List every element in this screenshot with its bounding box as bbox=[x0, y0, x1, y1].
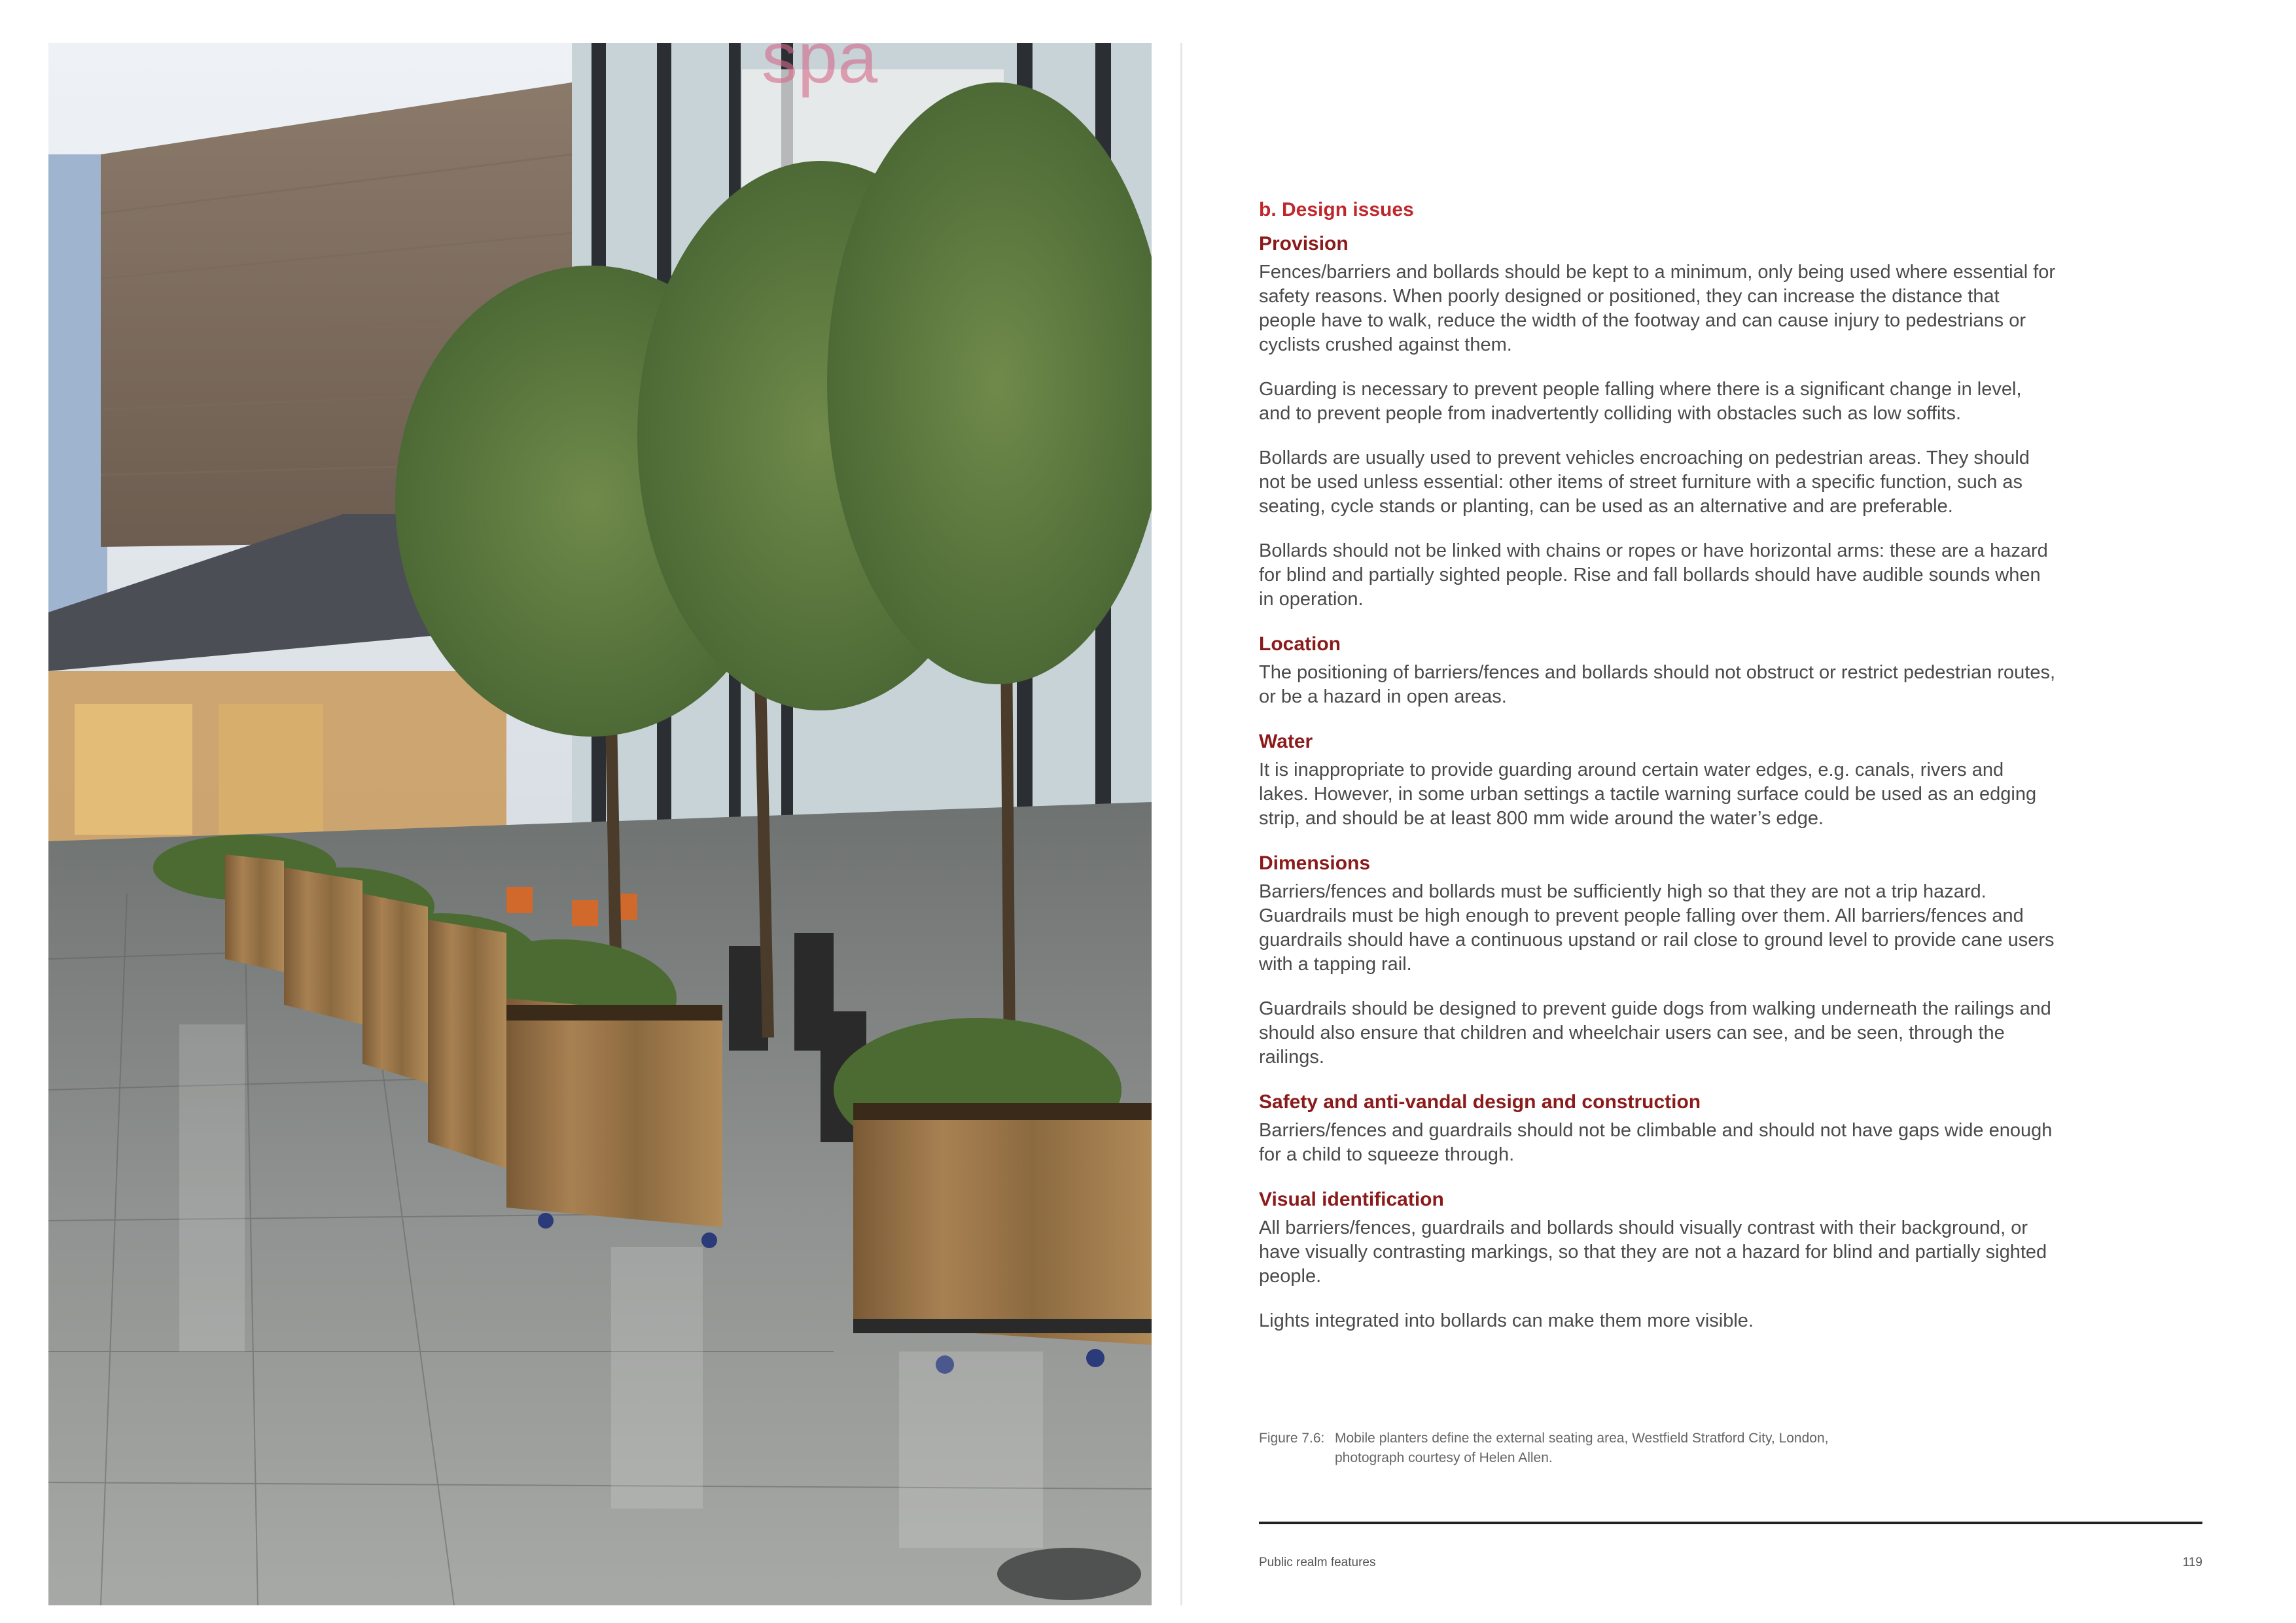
paragraph-dimensions-1: Barriers/fences and bollards must be sufficiently high so that they are not a trip hazard. Guardrails must be high enough to prevent people falling over them. All barriers/fences and guardrails should have a continuous upstand or rail close to ground level to provide cane users with a tapping rail. bbox=[1259, 881, 2055, 975]
heading-location: Location bbox=[1259, 633, 1341, 655]
figure-caption bbox=[1259, 1429, 1913, 1468]
footer-section-name: Public realm features bbox=[1259, 1556, 1376, 1569]
planters-photo bbox=[48, 43, 1152, 1605]
paragraph-provision-1: Fences/barriers and bollards should be kept to a minimum, only being used where essential for safety reasons. When poorly designed or positioned, they can increase the distance that people have to walk, reduce the width of the footway and can cause injury to pedestrians or cyclists crushed against them. bbox=[1259, 262, 2056, 355]
figure-caption-line1: Mobile planters define the external seating area, Westfield Stratford City, London, bbox=[1335, 1431, 1829, 1446]
heading-provision: Provision bbox=[1259, 233, 1349, 254]
heading-water: Water bbox=[1259, 731, 1313, 752]
planters-photo-illustration bbox=[48, 43, 1152, 1605]
paragraph-water-1: It is inappropriate to provide guarding around certain water edges, e.g. canals, rivers and lakes. However, in some urban settings a tactile warning surface could be used as an edging strip, and should be at least 800 mm wide around the water’s edge. bbox=[1259, 759, 2037, 829]
paragraph-dimensions-2: Guardrails should be designed to prevent guide dogs from walking underneath the railings and should also ensure that children and wheelchair users can see, and be seen, through the railings. bbox=[1259, 998, 2051, 1068]
paragraph-provision-3: Bollards are usually used to prevent vehicles encroaching on pedestrian areas. They should not be used unless essential: other items of street furniture with a specific function, such as seating, cycle stands or planting, can be used as an alternative and are preferable. bbox=[1259, 447, 2030, 517]
paragraph-provision-2: Guarding is necessary to prevent people falling where there is a significant change in level, and to prevent people from inadvertently colliding with obstacles such as low soffits. bbox=[1259, 379, 2022, 424]
heading-safety: Safety and anti-vandal design and construction bbox=[1259, 1091, 1701, 1113]
svg-text:spa: spa bbox=[762, 43, 878, 98]
paragraph-visual-1: All barriers/fences, guardrails and bollards should visually contrast with their background, or have visually contrasting markings, so that they are not a hazard for blind and partially sighted people. bbox=[1259, 1217, 2047, 1287]
figure-caption-line2: photograph courtesy of Helen Allen. bbox=[1335, 1450, 1553, 1465]
heading-dimensions: Dimensions bbox=[1259, 852, 1371, 874]
footer-rule bbox=[1259, 1522, 2202, 1524]
page-number: 119 bbox=[2182, 1556, 2202, 1569]
text-column bbox=[1259, 198, 2057, 1353]
paragraph-location-1: The positioning of barriers/fences and bollards should not obstruct or restrict pedestrian routes, or be a hazard in open areas. bbox=[1259, 662, 2056, 707]
section-title: b. Design issues bbox=[1259, 199, 1414, 220]
figure-label: Figure 7.6: bbox=[1259, 1431, 1325, 1446]
paragraph-visual-2: Lights integrated into bollards can make them more visible. bbox=[1259, 1310, 1754, 1331]
heading-visual-identification: Visual identification bbox=[1259, 1189, 1444, 1210]
gutter-divider bbox=[1180, 43, 1182, 1605]
paragraph-provision-4: Bollards should not be linked with chains or ropes or have horizontal arms: these are a hazard for blind and partially sighted people. Rise and fall bollards should have audible sounds when in operation. bbox=[1259, 540, 2048, 610]
paragraph-safety-1: Barriers/fences and guardrails should not be climbable and should not have gaps wide enough for a child to squeeze through. bbox=[1259, 1120, 2053, 1165]
